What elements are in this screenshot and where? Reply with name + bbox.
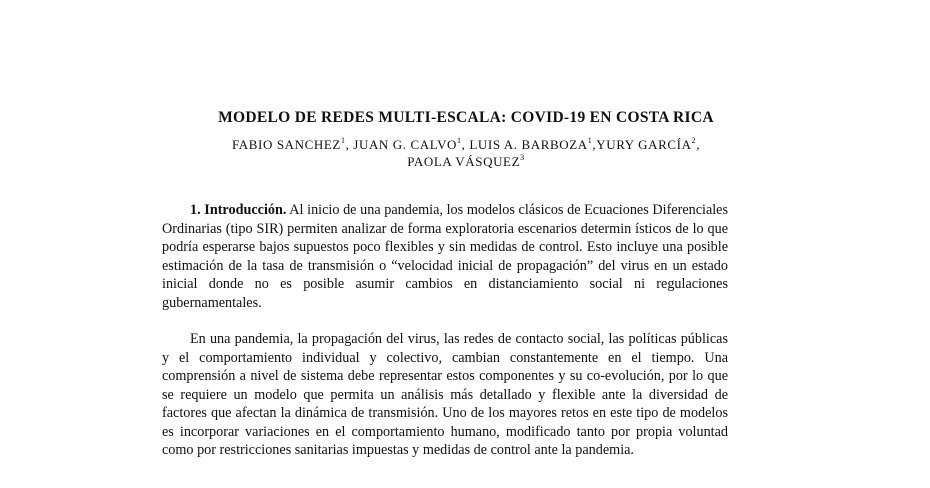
author-line-1 bbox=[150, 136, 782, 153]
author-separator: , bbox=[461, 137, 470, 152]
introduction-paragraph-2 bbox=[162, 330, 728, 460]
author-separator: , bbox=[592, 137, 597, 152]
author-name: YURY GARCÍA bbox=[596, 137, 692, 152]
affiliation-mark: 3 bbox=[520, 153, 525, 162]
affiliation-mark: 1 bbox=[587, 136, 593, 145]
section-number: 1. bbox=[190, 202, 201, 218]
author-name: FABIO SANCHEZ bbox=[231, 137, 341, 152]
author-name: JUAN G. CALVO bbox=[353, 137, 458, 152]
paragraph-text: En una pandemia, la propagación del virus, las redes de contacto social, las políticas públicas y el comportamiento individual y colectivo, cambian constantemente en el tiempo. Una comprensión a nivel de sistema debe representar estos componentes y su co-evolución, por lo que se requiere un modelo que permita un análisis más detallado y flexible ante la diversidad de factores que afectan la dinámica de transmisión. Uno de los mayores retos en este tipo de modelos es incorporar variaciones en el comportamiento humano, modificado tanto por propia voluntad como por restricciones sanitarias impuestas y medidas de control ante la pandemia. bbox=[162, 331, 728, 458]
section-heading: Introducción. bbox=[204, 202, 287, 218]
paragraph-text: Al inicio de una pandemia, los modelos clásicos de Ecuaciones Diferenciales Ordinarias (tipo SIR) permiten analizar de forma exploratoria escenarios determin ísticos de lo que podría esperarse bajos supuestos poco flexibles y sin medidas de control. Esto incluye una posible estimación de la tasa de transmisión o “velocidad inicial de propagación” del virus en un estado inicial donde no es posible asumir cambios en distanciamiento social ni regulaciones gubernamentales. bbox=[162, 202, 729, 311]
introduction-paragraph-1 bbox=[162, 201, 728, 312]
affiliation-mark: 1 bbox=[340, 136, 346, 145]
author-separator: , bbox=[696, 137, 701, 152]
author-name: PAOLA VÁSQUEZ bbox=[407, 154, 521, 169]
author-name: LUIS A. BARBOZA bbox=[469, 137, 588, 152]
author-line-2 bbox=[150, 153, 782, 170]
author-separator: , bbox=[345, 137, 354, 152]
affiliation-mark: 1 bbox=[457, 136, 462, 145]
affiliation-mark: 2 bbox=[691, 136, 697, 145]
paper-title: MODELO DE REDES MULTI-ESCALA: COVID-19 EN COSTA RICA bbox=[218, 109, 714, 126]
author-list bbox=[150, 136, 782, 170]
